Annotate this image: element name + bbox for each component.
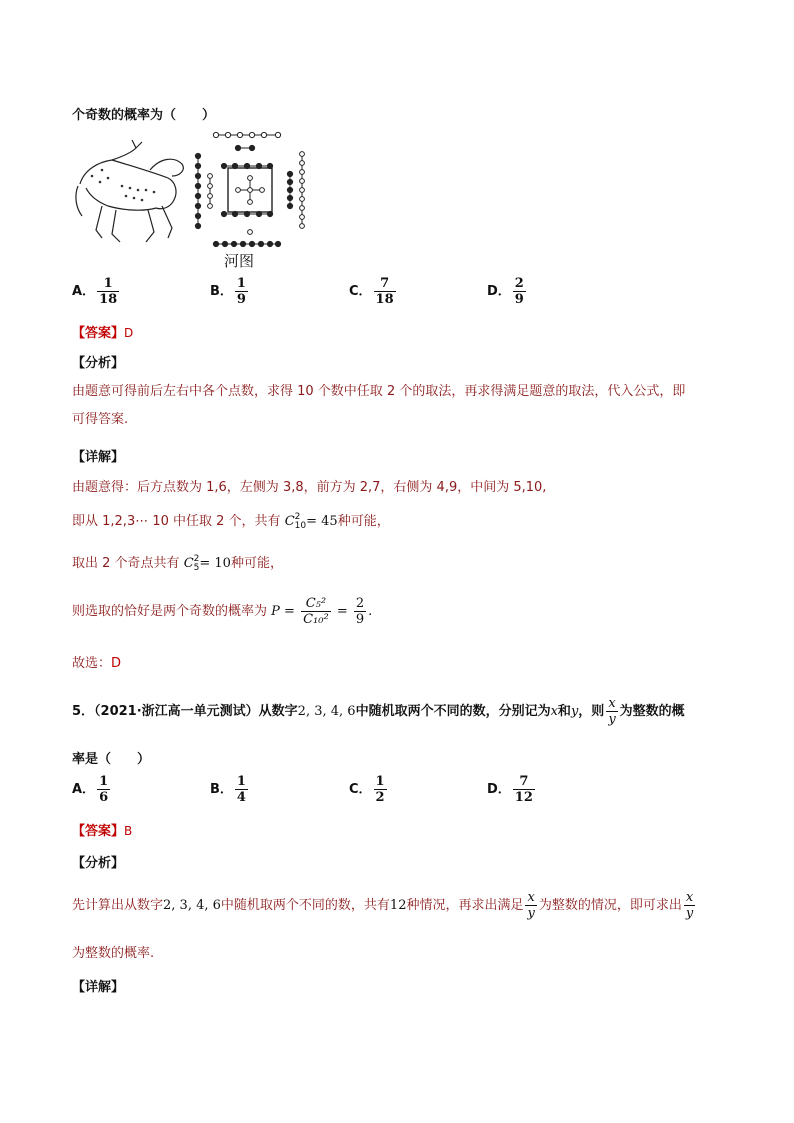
- q4-stem-tail: 个奇数的概率为（ ）: [72, 108, 216, 123]
- q5-analysis-line1: 先计算出从数字2, 3, 4, 6中随机取两个不同的数，共有12种情况，再求出满足 $\frac{x}{y}$ 为整数的情况，即可求出 $\frac{x}{y}$: [72, 890, 694, 921]
- hetu-illustration: [72, 126, 312, 272]
- hetu-figure: [72, 126, 312, 272]
- q4-detail-line1: 由题意得：后方点数为 1,6，左侧为 3,8，前方为 2,7，右侧为 4,9，中间为 5,10,: [72, 480, 547, 495]
- q5-answer: 【答案】B: [72, 824, 133, 839]
- q4-detail-label: 【详解】: [72, 450, 125, 465]
- q4-analysis-text: 由题意可得前后左右中各个点数，求得 10 个数中任取 2 个的取法，再求得满足题意的取法，代入公式，即 可得答案.: [72, 384, 686, 427]
- q4-analysis-label: 【分析】: [72, 356, 125, 371]
- q5-detail-label: 【详解】: [72, 980, 125, 995]
- q5-analysis-line2: 为整数的概率.: [72, 946, 155, 961]
- q4-detail-line3: 取出 2 个奇点共有 C 2 5 = 10种可能，: [72, 553, 283, 573]
- q4-option-c: C． $\frac{7}{18}$: [349, 276, 394, 307]
- figure-caption: 河图: [224, 252, 255, 270]
- q5-stem: 5．（2021·浙江高一单元测试）从数字2, 3, 4, 6中随机取两个不同的数，分别记为x和y，则 $\frac{x}{y}$ 为整数的概: [72, 696, 685, 727]
- q5-option-c: C． $\frac{1}{2}$: [349, 774, 385, 805]
- q5-analysis-label: 【分析】: [72, 856, 125, 871]
- q4-option-b: B． $\frac{1}{9}$: [210, 276, 246, 307]
- q4-option-a: A． $\frac{1}{18}$: [72, 276, 118, 307]
- q4-choose: 故选：D: [72, 656, 122, 671]
- q4-detail-line4: 则选取的恰好是两个奇数的概率为 P = $\frac{\text{C₅²}}{\text{C₁₀²}}$ = $\frac{2}{9}$ .: [72, 596, 373, 627]
- dragon-horse-icon: [76, 140, 183, 242]
- q5-option-a: A． $\frac{1}{6}$: [72, 774, 109, 805]
- q4-answer: 【答案】D: [72, 326, 134, 341]
- q5-option-b: B． $\frac{1}{4}$: [210, 774, 246, 805]
- q5-stem-line2: 率是（ ）: [72, 752, 151, 767]
- q4-detail-line2: 即从 1,2,3⋯ 10 中任取 2 个，共有 C 2 10 = 45种可能，: [72, 511, 390, 531]
- q5-option-d: D． $\frac{7}{12}$: [487, 774, 533, 805]
- q4-option-d: D． $\frac{2}{9}$: [487, 276, 524, 307]
